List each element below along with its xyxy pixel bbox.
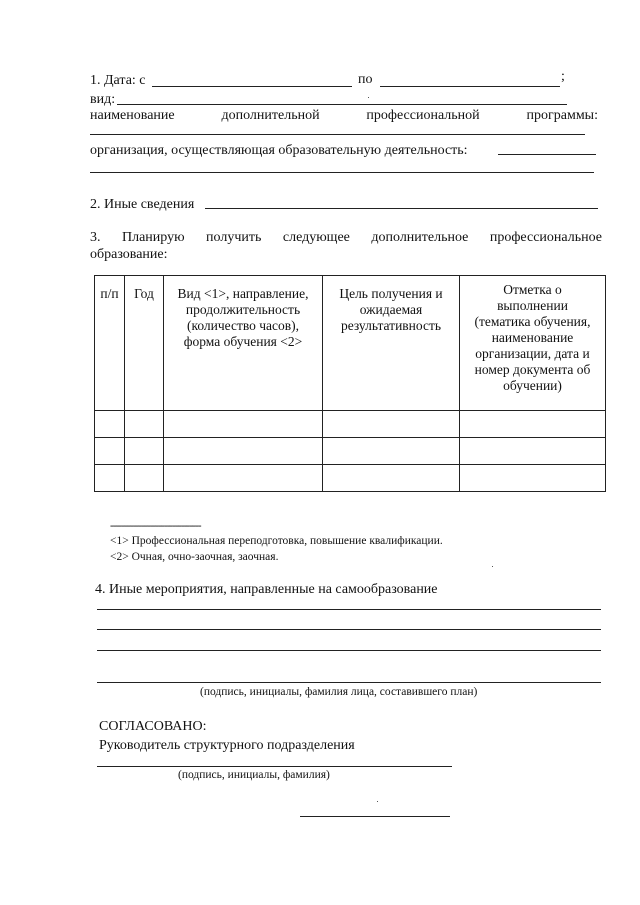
approver-signature-line	[97, 766, 452, 767]
table-row	[95, 438, 606, 465]
table-cell[interactable]	[323, 411, 460, 438]
date-from-label: 1. Дата: с	[90, 73, 146, 88]
program-word-4: программы:	[526, 108, 598, 123]
plan-word-6: профессиональное	[489, 230, 602, 245]
activities-line-1	[97, 609, 601, 610]
table-cell[interactable]	[95, 411, 125, 438]
header-cell-completion: Отметка о выполнении (тематика обучения, наименование организации, дата и номер документа об обучении)	[460, 276, 606, 411]
program-name-line	[90, 134, 585, 135]
plan-word-2: Планирую	[121, 230, 185, 245]
plan-word-4: следующее	[282, 230, 350, 245]
header-cell-goal: Цель получения и ожидаемая результативность	[323, 276, 460, 411]
table-cell[interactable]	[125, 411, 164, 438]
other-info-label: 2. Иные сведения	[90, 197, 195, 212]
plan-word-5: дополнительное	[371, 230, 469, 245]
program-name-row	[90, 107, 598, 124]
approver-signature-caption: (подпись, инициалы, фамилия)	[178, 769, 330, 781]
table-cell[interactable]	[95, 465, 125, 492]
plan-word-3: получить	[206, 230, 262, 245]
footnote-1: <1> Профессиональная переподготовка, повышение квалификации.	[110, 535, 443, 547]
table-cell[interactable]	[323, 438, 460, 465]
activities-line-3	[97, 650, 601, 651]
plan-education-line2: образование:	[90, 247, 168, 262]
table-row	[95, 411, 606, 438]
date-to-line	[380, 86, 560, 87]
footnote-separator: --------------------------------	[110, 520, 201, 532]
table-cell[interactable]	[460, 465, 606, 492]
author-signature-caption: (подпись, инициалы, фамилия лица, составившего план)	[200, 686, 478, 698]
table-cell[interactable]	[164, 465, 323, 492]
table-cell[interactable]	[125, 438, 164, 465]
approval-title: СОГЛАСОВАНО:	[99, 719, 207, 734]
table-cell[interactable]	[164, 438, 323, 465]
activities-line-2	[97, 629, 601, 630]
table-cell[interactable]	[323, 465, 460, 492]
plan-education-row	[90, 229, 602, 246]
table-row	[95, 465, 606, 492]
date-to-label: по	[358, 72, 373, 87]
table-header-row	[95, 276, 606, 411]
vid-label: вид:	[90, 92, 116, 107]
header-cell-number: п/п	[95, 276, 125, 411]
author-signature-line	[97, 682, 601, 683]
other-activities-label: 4. Иные мероприятия, направленные на самообразование	[95, 582, 438, 597]
table-cell[interactable]	[125, 465, 164, 492]
education-plan-table	[94, 275, 606, 492]
org-line-2	[90, 172, 594, 173]
plan-word-1: 3.	[90, 230, 101, 245]
program-word-2: дополнительной	[221, 108, 320, 123]
program-word-1: наименование	[90, 108, 175, 123]
scan-speck	[368, 97, 369, 98]
table-cell[interactable]	[95, 438, 125, 465]
table-cell[interactable]	[164, 411, 323, 438]
scan-speck	[492, 566, 493, 567]
table-cell[interactable]	[460, 411, 606, 438]
program-word-3: профессиональной	[366, 108, 480, 123]
org-label: организация, осуществляющая образовательную деятельность:	[90, 143, 468, 158]
header-cell-type: Вид <1>, направление, продолжительность (количество часов), форма обучения <2>	[164, 276, 323, 411]
date-from-line	[152, 86, 352, 87]
org-line-1	[498, 154, 596, 155]
semicolon: ;	[561, 69, 565, 84]
approval-role: Руководитель структурного подразделения	[99, 738, 355, 753]
other-info-line	[205, 208, 598, 209]
footnote-2: <2> Очная, очно-заочная, заочная.	[110, 551, 279, 563]
table-cell[interactable]	[460, 438, 606, 465]
scan-speck	[377, 801, 378, 802]
header-cell-year: Год	[125, 276, 164, 411]
vid-line	[117, 104, 567, 105]
bottom-line	[300, 816, 450, 817]
